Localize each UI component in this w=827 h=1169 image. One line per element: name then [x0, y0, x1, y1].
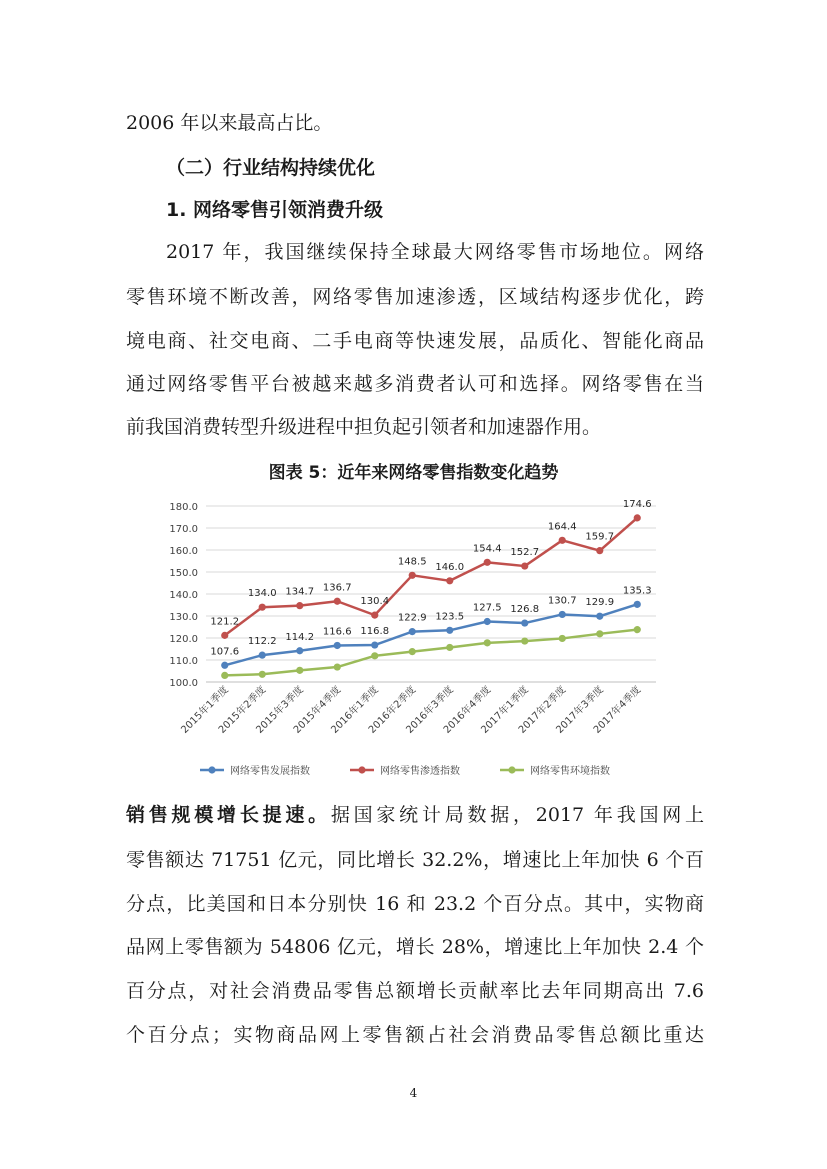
data-label: 127.5 [472, 602, 502, 614]
data-point [484, 639, 491, 646]
data-point [446, 577, 453, 584]
legend-label: 网络零售环境指数 [530, 766, 610, 777]
x-tick-label: 2016年1季度 [329, 684, 381, 736]
para1-line-3: 境电商、社交电商、二手电商等快速发展，品质化、智能化商品 [126, 330, 704, 352]
data-point [596, 547, 603, 554]
data-point [559, 611, 566, 618]
x-tick-label: 2015年1季度 [179, 684, 231, 736]
data-label: 107.6 [210, 646, 240, 658]
x-tick-label: 2015年4季度 [291, 684, 344, 736]
data-label: 114.2 [285, 631, 315, 643]
para2-line-5: 百分点，对社会消费品零售总额增长贡献率比去年同期高出 7.6 [126, 980, 704, 1002]
data-label: 154.4 [472, 543, 502, 555]
data-point [446, 627, 453, 634]
para1-line-4: 通过网络零售平台被越来越多消费者认可和选择。网络零售在当 [126, 373, 704, 395]
x-tick-label: 2015年2季度 [216, 684, 269, 736]
data-label: 116.6 [322, 626, 352, 638]
legend-marker [208, 766, 215, 773]
data-label: 152.7 [510, 547, 540, 559]
data-label: 112.2 [247, 636, 277, 648]
data-point [296, 667, 303, 674]
data-label: 116.8 [360, 626, 390, 638]
line-chart [150, 492, 670, 792]
y-tick-label: 110.0 [169, 656, 198, 667]
data-point [596, 630, 603, 637]
data-label: 130.7 [547, 595, 577, 607]
x-tick-label: 2015年3季度 [254, 684, 306, 736]
data-point [259, 652, 266, 659]
data-point [334, 642, 341, 649]
data-label: 148.5 [397, 556, 427, 568]
data-label: 135.3 [622, 585, 652, 597]
data-point [409, 648, 416, 655]
data-point [371, 612, 378, 619]
para2-line-6: 个百分点；实物商品网上零售额占社会消费品零售总额比重达 [126, 1024, 704, 1046]
data-label: 122.9 [397, 612, 427, 624]
data-point [521, 619, 528, 626]
sub-heading: 1. 网络零售引领消费升级 [166, 199, 384, 221]
data-point [221, 672, 228, 679]
section-heading: （二）行业结构持续优化 [166, 157, 376, 179]
data-label: 136.7 [322, 582, 352, 594]
y-tick-label: 170.0 [169, 524, 198, 535]
data-label: 130.4 [360, 596, 390, 608]
para2-line-1 [126, 806, 704, 825]
data-point [521, 637, 528, 644]
data-point [484, 559, 491, 566]
legend-marker [508, 766, 515, 773]
data-label: 164.4 [547, 521, 577, 533]
x-tick-label: 2017年3季度 [554, 684, 606, 736]
legend-label: 网络零售发展指数 [230, 766, 310, 777]
para2-line-3: 分点，比美国和日本分别快 16 和 23.2 个百分点。其中，实物商 [126, 893, 704, 915]
data-point [634, 626, 641, 633]
data-point [446, 644, 453, 651]
data-label: 174.6 [622, 498, 652, 510]
data-point [409, 628, 416, 635]
data-label: 134.7 [285, 586, 315, 598]
para2-first-rest: 据国家统计局数据，2017 年我国网上 [330, 804, 704, 826]
data-point [559, 537, 566, 544]
x-tick-label: 2016年2季度 [366, 684, 419, 736]
y-tick-label: 120.0 [169, 634, 198, 645]
x-tick-label: 2017年1季度 [479, 684, 531, 736]
y-tick-label: 130.0 [169, 612, 198, 623]
data-label: 159.7 [585, 531, 615, 543]
page-number: 4 [409, 1086, 418, 1100]
y-tick-label: 160.0 [169, 546, 198, 557]
data-point [221, 632, 228, 639]
y-tick-label: 140.0 [169, 590, 198, 601]
x-tick-label: 2017年2季度 [516, 684, 569, 736]
figure-caption: 图表 5：近年来网络零售指数变化趋势 [268, 463, 559, 483]
data-point [596, 613, 603, 620]
data-point [296, 602, 303, 609]
y-tick-label: 100.0 [169, 678, 198, 689]
data-label: 123.5 [435, 611, 465, 623]
data-point [634, 514, 641, 521]
data-point [296, 647, 303, 654]
legend-label: 网络零售渗透指数 [380, 766, 460, 777]
x-tick-label: 2017年4季度 [591, 684, 644, 736]
data-label: 129.9 [585, 597, 615, 609]
para1-line-2: 零售环境不断改善，网络零售加速渗透，区域结构逐步优化，跨 [126, 286, 704, 308]
data-point [634, 601, 641, 608]
top-line: 2006 年以来最高占比。 [126, 112, 333, 134]
data-point [259, 604, 266, 611]
data-point [259, 671, 266, 678]
data-point [221, 662, 228, 669]
x-tick-label: 2016年3季度 [404, 684, 456, 736]
legend-marker [358, 766, 365, 773]
para2-line-2: 零售额达 71751 亿元，同比增长 32.2%，增速比上年加快 6 个百 [126, 849, 704, 871]
para1-line-1: 2017 年，我国继续保持全球最大网络零售市场地位。网络 [166, 241, 704, 263]
data-label: 134.0 [247, 588, 277, 600]
data-point [371, 641, 378, 648]
data-point [371, 652, 378, 659]
data-point [334, 663, 341, 670]
data-point [334, 598, 341, 605]
data-label: 121.2 [210, 616, 240, 628]
para2-line-4: 品网上零售额为 54806 亿元，增长 28%，增速比上年加快 2.4 个 [126, 936, 704, 958]
data-point [521, 562, 528, 569]
data-label: 146.0 [435, 561, 465, 573]
para1-line-5: 前我国消费转型升级进程中担负起引领者和加速器作用。 [126, 416, 602, 438]
data-point [484, 618, 491, 625]
data-point [409, 572, 416, 579]
data-point [559, 635, 566, 642]
para2-lead: 销售规模增长提速。 [126, 804, 331, 826]
y-tick-label: 180.0 [169, 502, 198, 513]
data-label: 126.8 [510, 604, 540, 616]
y-tick-label: 150.0 [169, 568, 198, 579]
x-tick-label: 2016年4季度 [441, 684, 494, 736]
